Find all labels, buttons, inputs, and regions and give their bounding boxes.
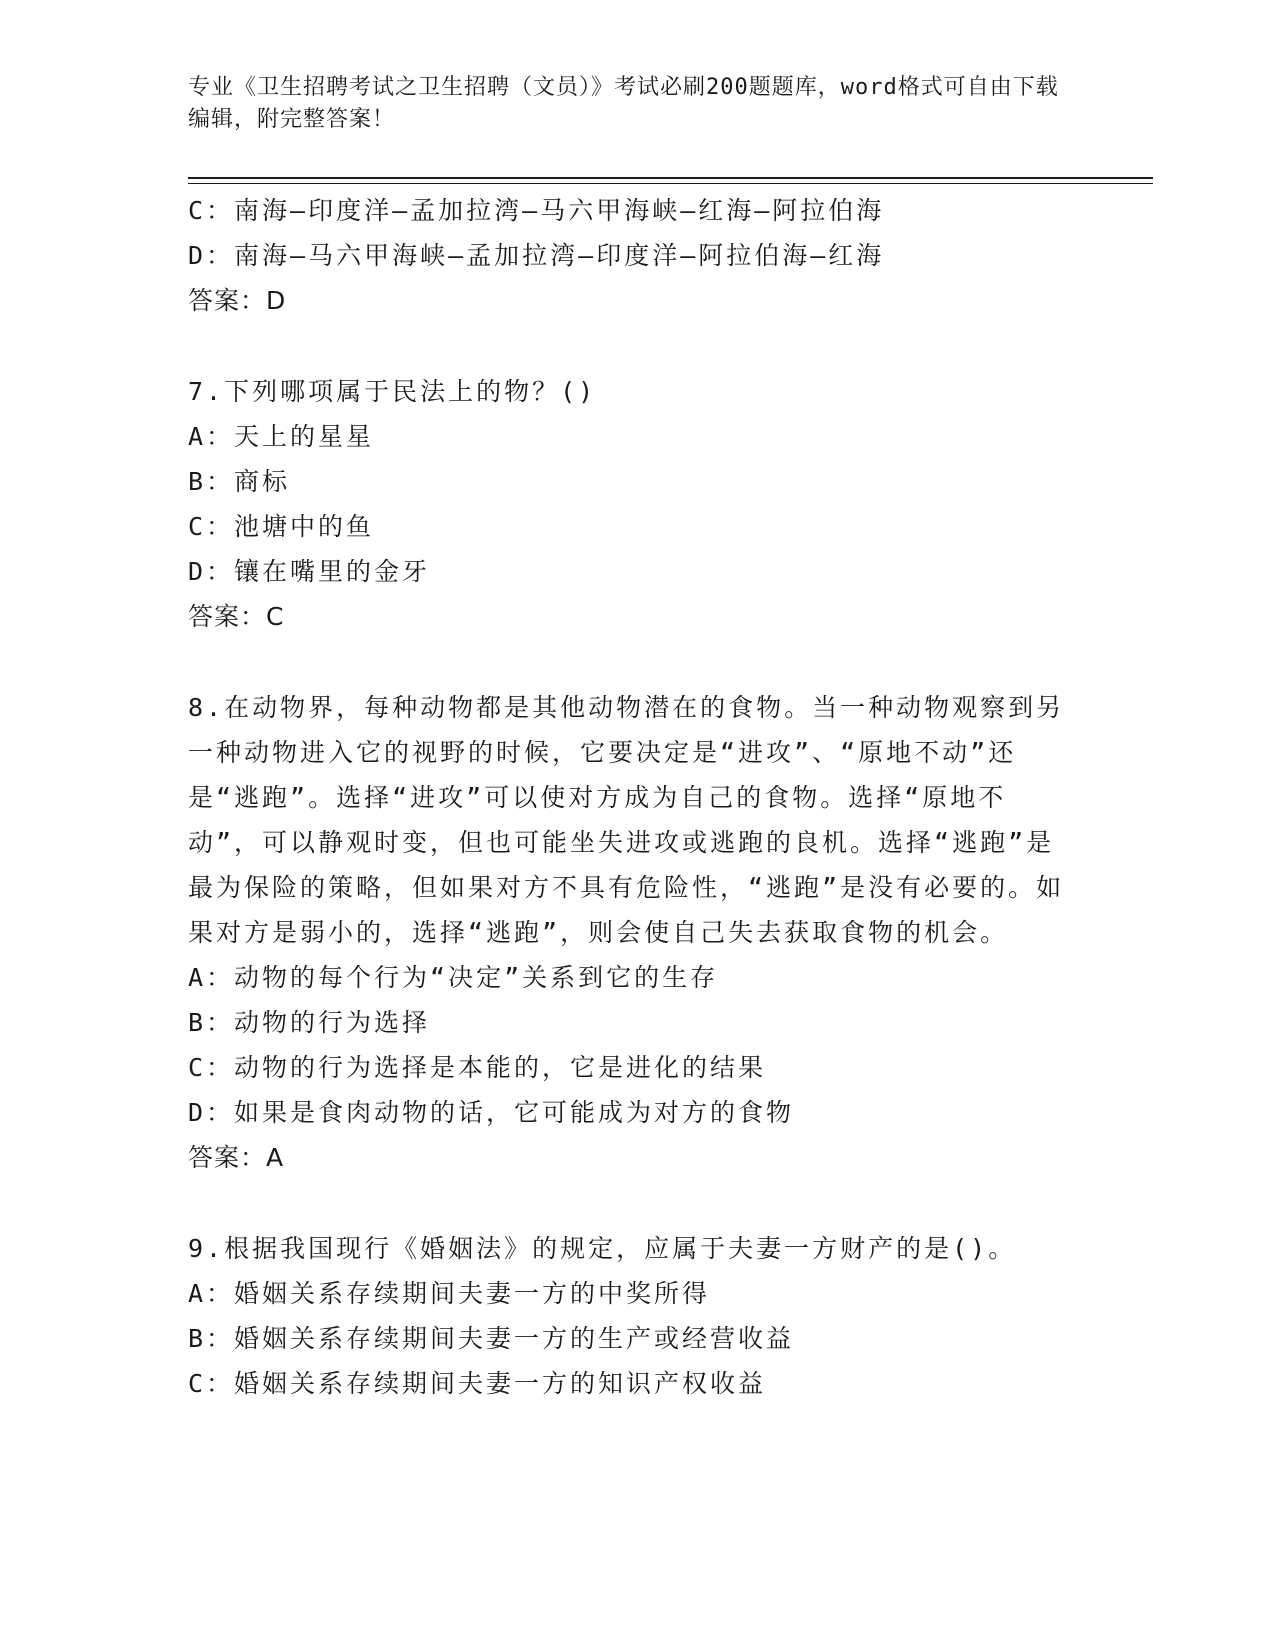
question-8	[188, 685, 1068, 1180]
q7-option-a: A：天上的星星	[188, 422, 375, 451]
q8-option-b: B：动物的行为选择	[188, 1008, 431, 1037]
q8-answer: 答案：A	[188, 1143, 285, 1172]
q6-option-c: C：南海—印度洋—孟加拉湾—马六甲海峡—红海—阿拉伯海	[188, 196, 885, 225]
document-header: 专业《卫生招聘考试之卫生招聘（文员）》考试必刷200题题库，word格式可自由下载编辑，附完整答案！	[188, 75, 1059, 132]
question-6-tail	[188, 188, 1068, 323]
question-7	[188, 369, 1068, 639]
spacer	[188, 323, 1068, 369]
spacer	[188, 1180, 1068, 1226]
header-divider-thin	[188, 183, 1153, 184]
q7-option-d: D：镶在嘴里的金牙	[188, 557, 431, 586]
spacer	[188, 639, 1068, 685]
q8-option-d: D：如果是食肉动物的话，它可能成为对方的食物	[188, 1098, 795, 1127]
q7-option-b: B：商标	[188, 467, 291, 496]
q9-option-c: C：婚姻关系存续期间夫妻一方的知识产权收益	[188, 1369, 767, 1398]
q9-stem: 9.根据我国现行《婚姻法》的规定，应属于夫妻一方财产的是()。	[188, 1234, 1017, 1263]
q7-stem: 7.下列哪项属于民法上的物？()	[188, 377, 597, 406]
q6-answer: 答案：D	[188, 286, 287, 315]
q8-stem: 8.在动物界，每种动物都是其他动物潜在的食物。当一种动物观察到另一种动物进入它的视野的时候，它要决定是“进攻”、“原地不动”还是“逃跑”。选择“进攻”可以使对方成为自己的食物。选择“原地不动”，可以静观时变，但也可能坐失进攻或逃跑的良机。选择“逃跑”是最为保险的策略，但如果对方不具有危险性，“逃跑”是没有必要的。如果对方是弱小的，选择“逃跑”，则会使自己失去获取食物的机会。	[188, 693, 1065, 947]
q9-option-b: B：婚姻关系存续期间夫妻一方的生产或经营收益	[188, 1324, 795, 1353]
q8-option-a: A：动物的每个行为“决定”关系到它的生存	[188, 963, 719, 992]
q8-option-c: C：动物的行为选择是本能的，它是进化的结果	[188, 1053, 767, 1082]
q9-option-a: A：婚姻关系存续期间夫妻一方的中奖所得	[188, 1279, 711, 1308]
q7-answer: 答案：C	[188, 602, 285, 631]
question-9	[188, 1226, 1068, 1406]
q6-option-d: D：南海—马六甲海峡—孟加拉湾—印度洋—阿拉伯海—红海	[188, 241, 885, 270]
header-divider-thick	[188, 177, 1153, 179]
document-body	[188, 188, 1068, 1406]
q7-option-c: C：池塘中的鱼	[188, 512, 375, 541]
